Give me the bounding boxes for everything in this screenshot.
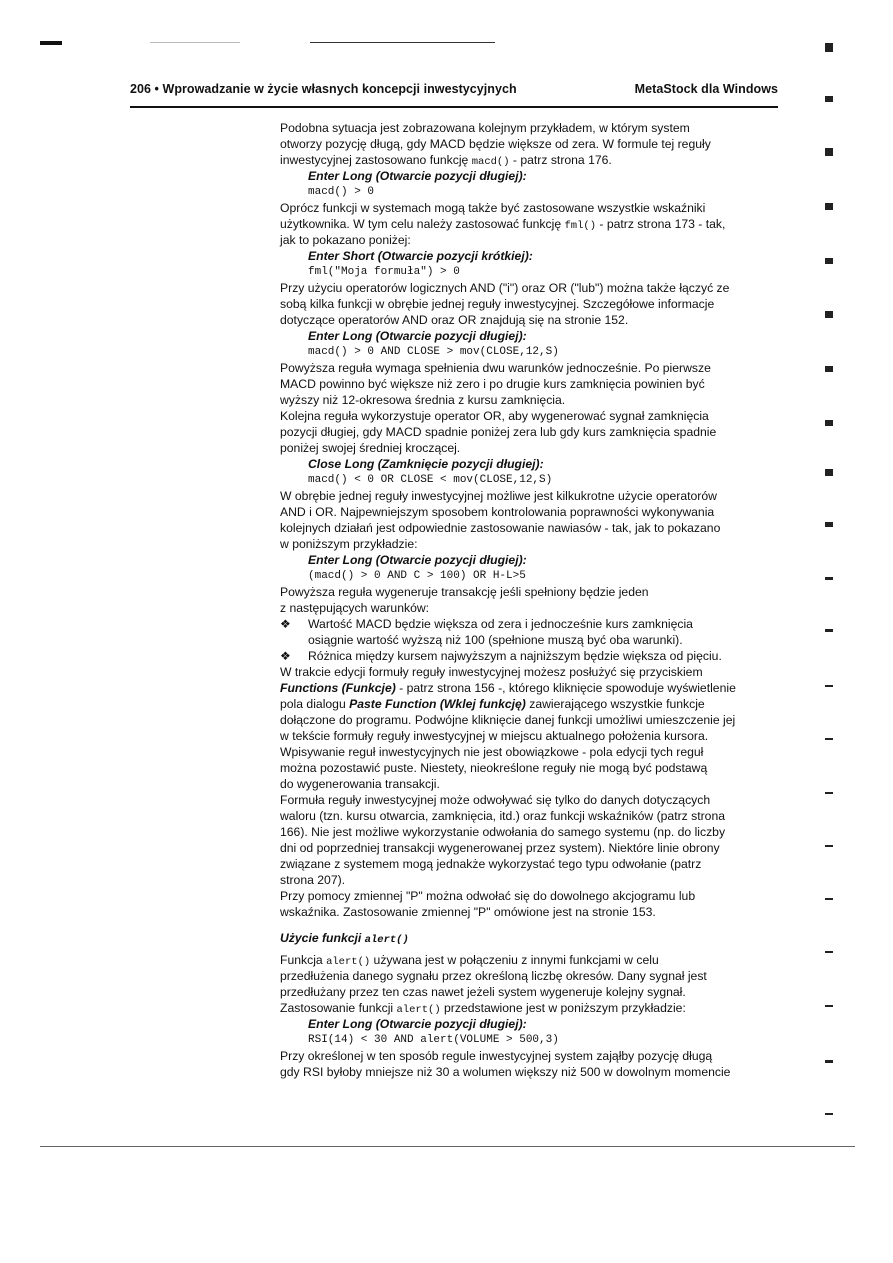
margin-mark <box>825 629 833 632</box>
paragraph-line: Wpisywanie reguł inwestycyjnych nie jest obowiązkowe - pola edycji tych reguł <box>280 745 704 759</box>
paragraph-line <box>280 216 780 232</box>
paragraph-line: Formuła reguły inwestycyjnej może odwoływać się tylko do danych dotyczących <box>280 793 711 807</box>
scan-line-top <box>310 42 495 43</box>
paragraph-line: strona 207). <box>280 873 346 887</box>
paragraph-line: otworzy pozycję długą, gdy MACD będzie większe od zera. W formule tej reguły <box>280 137 711 151</box>
paragraph-line: Przy użyciu operatorów logicznych AND ("i") oraz OR ("lub") można także łączyć ze <box>280 281 730 295</box>
text: zawierającego wszystkie funkcje <box>525 697 705 711</box>
paragraph-line: jak to pokazano poniżej: <box>280 233 411 247</box>
header-title: 206 • Wprowadzanie w życie własnych koncepcji inwestycyjnych <box>130 82 517 96</box>
inline-code: alert() <box>326 956 371 968</box>
paragraph-line: 166). Nie jest możliwe wykorzystanie odwołania do samego systemu (np. do liczby <box>280 825 726 839</box>
paragraph-line: dołączone do programu. Podwójne kliknięcie danej funkcji umożliwi umieszczenie jej <box>280 713 736 727</box>
margin-mark <box>825 1005 833 1007</box>
margin-mark <box>825 96 833 102</box>
scan-mark-top-left <box>40 41 62 45</box>
paragraph-line: Powyższa reguła wygeneruje transakcję jeśli spełniony będzie jeden <box>280 585 649 599</box>
rule-label: Enter Long (Otwarcie pozycji długiej): <box>308 1017 527 1031</box>
paragraph-line: W obrębie jednej reguły inwestycyjnej możliwe jest kilkukrotne użycie operatorów <box>280 489 717 503</box>
text: Różnica między kursem najwyższym a najniższym będzie większa od pięciu. <box>308 649 722 663</box>
paragraph-line: wskaźnika. Zastosowanie zmiennej "P" omówione jest na stronie 153. <box>280 905 656 919</box>
heading-code: alert() <box>364 934 409 946</box>
paragraph-line: przedłużany przez ten czas nawet jeżeli system wygeneruje kolejny sygnał. <box>280 985 686 999</box>
bullet-icon: ❖ <box>280 649 291 663</box>
scan-line-bottom <box>40 1146 855 1147</box>
bullet-item <box>280 648 780 664</box>
margin-mark <box>825 792 833 794</box>
inline-code: fml() <box>564 220 596 232</box>
paragraph-line: dotyczące operatorów AND oraz OR znajdują się na stronie 152. <box>280 313 629 327</box>
paragraph-line: AND i OR. Najpewniejszym sposobem kontrolowania poprawności wykonywania <box>280 505 715 519</box>
paragraph-line <box>280 952 780 968</box>
paragraph-line: w tekście formuły reguły inwestycyjnej w miejscu aktualnego położenia kursora. <box>280 729 709 743</box>
paragraph-line: MACD powinno być większe niż zero i po drugie kurs zamknięcia powinien być <box>280 377 705 391</box>
margin-mark <box>825 148 833 156</box>
paragraph-line: Kolejna reguła wykorzystuje operator OR, aby wygenerować sygnał zamknięcia <box>280 409 709 423</box>
text: przedstawione jest w poniższym przykładzie: <box>440 1001 686 1015</box>
paragraph-line: w poniższym przykładzie: <box>280 537 418 551</box>
text: pola dialogu <box>280 697 350 711</box>
margin-mark <box>825 203 833 210</box>
text: - patrz strona 173 - tak, <box>596 217 726 231</box>
section-heading <box>280 930 780 946</box>
margin-mark <box>825 522 833 527</box>
bullet-icon: ❖ <box>280 617 291 631</box>
paragraph-line: dni od poprzedniej transakcji wygenerowanej przez system). Niektóre linie obrony <box>280 841 720 855</box>
scan-line-top-faint <box>150 42 240 43</box>
rule-label: Close Long (Zamknięcie pozycji długiej): <box>308 457 544 471</box>
rule-label: Enter Long (Otwarcie pozycji długiej): <box>308 169 527 183</box>
bullet-item <box>280 616 780 632</box>
header-book-title: MetaStock dla Windows <box>634 82 778 96</box>
paragraph-line: można pozostawić puste. Niestety, nieokreślone reguły nie mogą być podstawą <box>280 761 708 775</box>
paragraph-line: W trakcie edycji formuły reguły inwestycyjnej możesz posłużyć się przyciskiem <box>280 665 703 679</box>
page-body <box>280 120 780 1080</box>
paste-function-ref: Paste Function (Wklej funkcję) <box>349 697 526 711</box>
margin-mark <box>825 311 833 318</box>
margin-mark <box>825 685 833 687</box>
code-line: RSI(14) < 30 AND alert(VOLUME > 500,3) <box>308 1034 559 1046</box>
paragraph-line <box>280 1000 780 1016</box>
paragraph-line <box>280 680 780 696</box>
section-gap <box>280 920 780 930</box>
paragraph-line: pozycji długiej, gdy MACD spadnie poniżej zera lub gdy kurs zamknięcia spadnie <box>280 425 717 439</box>
text: Funkcja <box>280 953 327 967</box>
inline-code: alert() <box>396 1004 441 1016</box>
margin-mark <box>825 738 833 740</box>
text: - patrz strona 176. <box>509 153 612 167</box>
rule-label: Enter Long (Otwarcie pozycji długiej): <box>308 329 527 343</box>
margin-mark <box>825 845 833 847</box>
paragraph-line: Oprócz funkcji w systemach mogą także być zastosowane wszystkie wskaźniki <box>280 201 706 215</box>
functions-button-ref: Functions (Funkcje) <box>280 681 396 695</box>
paragraph-line: z następujących warunków: <box>280 601 430 615</box>
margin-mark <box>825 898 833 900</box>
paragraph-line <box>280 152 780 168</box>
inline-code: macd() <box>471 156 510 168</box>
margin-mark <box>825 1113 833 1115</box>
heading-text: Użycie funkcji <box>280 931 365 945</box>
paragraph-line: związane z systemem mogą jednakże wykorzystać tego typu odwołanie (patrz <box>280 857 702 871</box>
header-rule <box>130 106 778 108</box>
code-line: (macd() > 0 AND C > 100) OR H-L>5 <box>308 570 526 582</box>
text: używana jest w połączeniu z innymi funkcjami w celu <box>370 953 659 967</box>
paragraph-line: kolejnych działań jest odpowiednie zastosowanie nawiasów - tak, jak to pokazano <box>280 521 721 535</box>
bullet-continuation: osiągnie wartość wyższą niż 100 (spełnione muszą być oba warunki). <box>308 633 683 647</box>
margin-mark <box>825 43 833 52</box>
code-line: macd() > 0 <box>308 186 375 198</box>
code-line: macd() < 0 OR CLOSE < mov(CLOSE,12,S) <box>308 474 553 486</box>
margin-mark <box>825 469 833 476</box>
margin-mark <box>825 258 833 264</box>
paragraph-line: Podobna sytuacja jest zobrazowana kolejnym przykładem, w którym system <box>280 121 690 135</box>
margin-mark <box>825 420 833 426</box>
paragraph-line: sobą kilka funkcji w obrębie jednej reguły inwestycyjnej. Szczegółowe informacje <box>280 297 715 311</box>
paragraph-line <box>280 696 780 712</box>
code-line: macd() > 0 AND CLOSE > mov(CLOSE,12,S) <box>308 346 559 358</box>
text: Wartość MACD będzie większa od zera i jednocześnie kurs zamknięcia <box>308 617 693 631</box>
paragraph-line: waloru (tzn. kursu otwarcia, zamknięcia, itd.) oraz funkcji wskaźników (patrz strona <box>280 809 725 823</box>
text: użytkownika. W tym celu należy zastosować funkcję <box>280 217 565 231</box>
margin-mark <box>825 1060 833 1063</box>
text: inwestycyjnej zastosowano funkcję <box>280 153 472 167</box>
code-line: fml("Moja formuła") > 0 <box>308 266 460 278</box>
margin-mark <box>825 366 833 372</box>
paragraph-line: gdy RSI byłoby mniejsze niż 30 a wolumen większy niż 500 w dowolnym momencie <box>280 1065 731 1079</box>
paragraph-line: Przy określonej w ten sposób regule inwestycyjnej system zająłby pozycję długą <box>280 1049 713 1063</box>
rule-label: Enter Short (Otwarcie pozycji krótkiej): <box>308 249 533 263</box>
paragraph-line: przedłużenia danego sygnału przez określoną liczbę okresów. Dany sygnał jest <box>280 969 707 983</box>
paragraph-line: Powyższa reguła wymaga spełnienia dwu warunków jednocześnie. Po pierwsze <box>280 361 711 375</box>
margin-mark <box>825 951 833 953</box>
paragraph-line: do wygenerowania transakcji. <box>280 777 440 791</box>
paragraph-line: poniżej swojej średniej kroczącej. <box>280 441 461 455</box>
text: Zastosowanie funkcji <box>280 1001 397 1015</box>
text: - patrz strona 156 -, którego kliknięcie spowoduje wyświetlenie <box>395 681 736 695</box>
rule-label: Enter Long (Otwarcie pozycji długiej): <box>308 553 527 567</box>
paragraph-line: Przy pomocy zmiennej "P" można odwołać się do dowolnego akcjogramu lub <box>280 889 696 903</box>
paragraph-line: wyższy niż 12-okresowa średnia z kursu zamknięcia. <box>280 393 566 407</box>
margin-mark <box>825 577 833 580</box>
